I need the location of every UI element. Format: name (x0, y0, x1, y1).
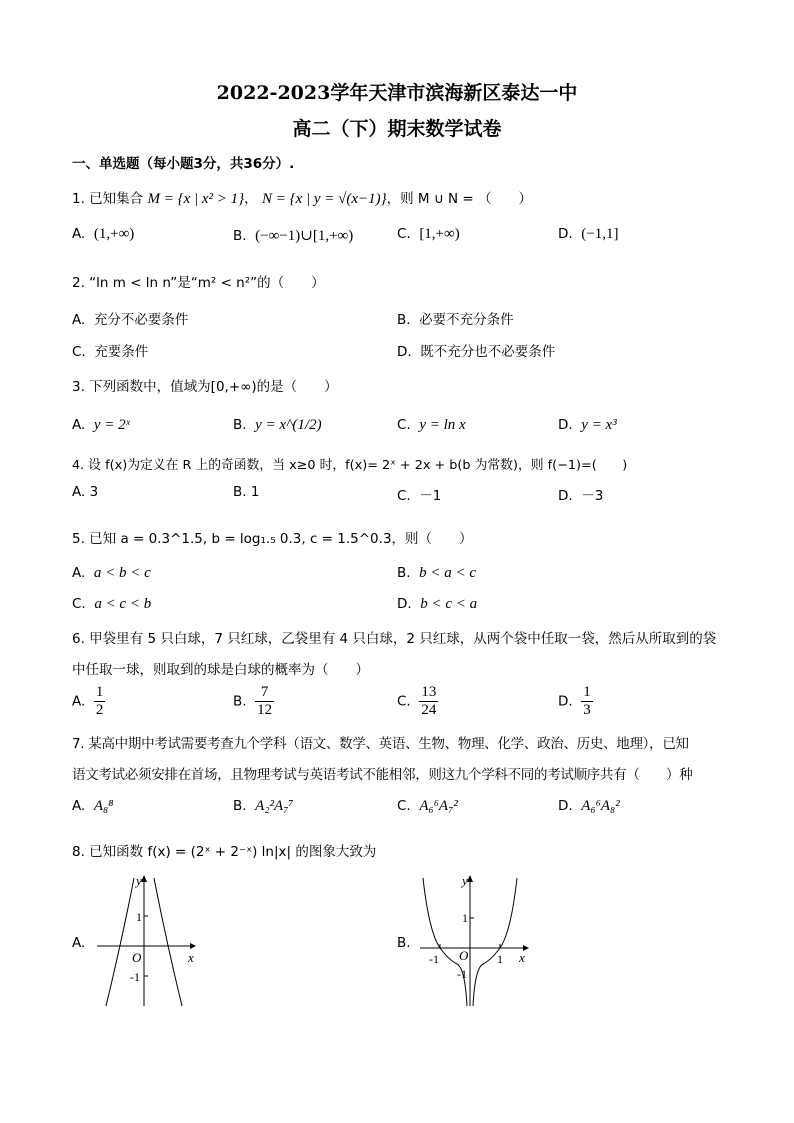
question-4-stem: 4. 设 f(x)为定义在 R 上的奇函数，当 x≥0 时，f(x)= 2ˣ + 2x + b(b 为常数)，则 f(−1)=( ) (72, 458, 628, 473)
q1-set-n: N = {x | y = √(x−1)} (261, 191, 387, 207)
title-line-1: 2022-2023学年天津市滨海新区泰达一中 (216, 82, 578, 104)
q1-option-a: A. (1,+∞) (72, 226, 135, 242)
q4-option-d: D. －3 (558, 488, 604, 504)
question-8-stem: 8. 已知函数 f(x) = (2ˣ + 2⁻ˣ) ln|x| 的图象大致为 (72, 844, 377, 860)
q4-option-c: C. －1 (397, 488, 442, 504)
graph-b-curve-right (473, 878, 517, 1006)
q2-option-c: C. 充要条件 (72, 344, 149, 360)
q4-option-b: B. 1 (233, 484, 260, 500)
graph-b-tick-y-neg: -1 (457, 967, 467, 981)
q5-option-c: C. a < c < b (72, 596, 152, 612)
q1-set-m: M = {x | x² > 1} (147, 191, 245, 207)
q6-option-b: B. $\frac{7}{12}$ (233, 684, 273, 718)
title-line-2: 高二（下）期末数学试卷 (292, 118, 502, 140)
q3-option-b: B. y = x^(1/2) (233, 417, 322, 433)
question-7-stem-line-2: 语文考试必须安排在首场，且物理考试与英语考试不能相邻，则这九个学科不同的考试顺序共有（ ）种 (72, 767, 693, 783)
graph-a-tick-neg: -1 (130, 970, 140, 984)
q2-option-a: A. 充分不必要条件 (72, 312, 189, 328)
q6-option-c: C. $\frac{13}{24}$ (397, 684, 437, 718)
graph-b-tick-x-neg: -1 (429, 952, 439, 966)
q5-option-b: B. b < a < c (397, 565, 477, 581)
q7-option-d: D. A₆⁶A₈² (558, 798, 620, 814)
graph-b-origin: O (459, 948, 469, 963)
graph-b-tick-y-pos: 1 (462, 911, 468, 925)
graph-a-y-arrow (141, 875, 147, 882)
graph-a-curve-left (106, 878, 134, 1006)
question-1-stem: 1. 已知集合 M = {x | x² > 1}， N = {x | y = √(x−1)}，则 M ∪ N = （ ） (72, 191, 533, 207)
question-3-stem: 3. 下列函数中，值域为[0,+∞)的是（ ） (72, 379, 338, 395)
question-6-stem-line-2: 中任取一球，则取到的球是白球的概率为（ ） (72, 662, 369, 678)
q2-option-b: B. 必要不充分条件 (397, 312, 514, 328)
graph-a-curve-right (154, 878, 182, 1006)
section-heading: 一、单选题（每小题3分，共36分）. (72, 156, 295, 172)
q8-option-a-label: A. (72, 935, 86, 951)
q1-option-b: B. (−∞−1)∪[1,+∞) (233, 228, 354, 244)
q3-option-d: D. y = x³ (558, 417, 617, 433)
q5-option-a: A. a < b < c (72, 565, 151, 581)
graph-a-x-arrow (190, 943, 196, 949)
graph-b-curve-left (423, 878, 467, 1006)
q1-option-d: D. (−1,1] (558, 226, 619, 242)
graph-b-y-label: y (462, 873, 468, 888)
graph-a-origin: O (132, 950, 142, 965)
question-6-stem-line-1: 6. 甲袋里有 5 只白球，7 只红球，乙袋里有 4 只白球，2 只红球，从两个袋中任取一袋，然后从所取到的袋 (72, 631, 717, 647)
q5-option-d: D. b < c < a (397, 596, 478, 612)
question-5-stem: 5. 已知 a = 0.3^1.5, b = log₁.₅ 0.3, c = 1.5^0.3，则（ ） (72, 531, 473, 547)
q8-graph-a (92, 870, 212, 1010)
q6-option-d: D. $\frac{1}{3}$ (558, 684, 591, 718)
q7-option-b: B. A₂²A₇⁷ (233, 798, 294, 814)
question-7-stem-line-1: 7. 某高中期中考试需要考查九个学科（语文、数学、英语、生物、物理、化学、政治、历史、地理），已知 (72, 736, 689, 752)
graph-a-y-label: y (136, 873, 142, 888)
q8-option-b-label: B. (397, 935, 411, 951)
q7-option-c: C. A₆⁶A₇² (397, 798, 458, 814)
graph-a-tick-pos: 1 (136, 910, 142, 924)
q7-option-a: A. A₈⁸ (72, 798, 114, 814)
q1-option-c: C. [1,+∞) (397, 226, 460, 242)
q8-graph-b (415, 870, 535, 1010)
q3-option-a: A. y = 2ˣ (72, 417, 130, 433)
graph-b-x-label: x (519, 950, 525, 965)
q1-stem-suffix: ，则 M ∪ N = （ ） (386, 191, 533, 207)
graph-a-x-label: x (188, 950, 194, 965)
question-2-stem: 2. “ln m < ln n”是“m² < n²”的（ ） (72, 275, 325, 291)
q4-option-a: A. 3 (72, 484, 99, 500)
q2-option-d: D. 既不充分也不必要条件 (397, 344, 556, 360)
q1-stem-prefix: 1. 已知集合 (72, 191, 144, 207)
q6-option-a: A. $\frac{1}{2}$ (72, 684, 104, 718)
graph-b-y-arrow (467, 875, 473, 882)
q3-option-c: C. y = ln x (397, 417, 466, 433)
graph-b-tick-x-pos: 1 (497, 952, 503, 966)
